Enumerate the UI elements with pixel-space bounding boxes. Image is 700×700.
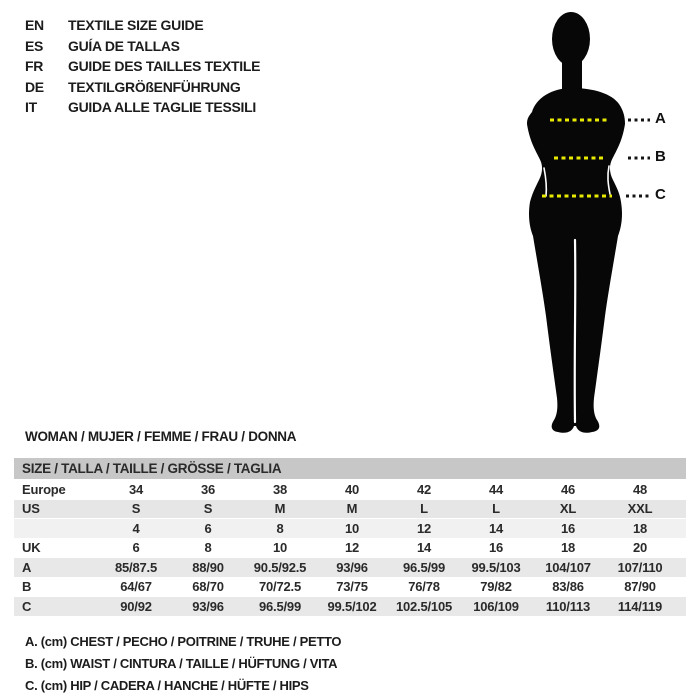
size-value-cell: 93/96 [336,559,368,575]
size-value-cell: M [346,501,358,517]
language-title: GUÍA DE TALLAS [68,37,180,54]
size-value-cell: L [420,501,428,517]
size-value-cell: 88/90 [192,559,224,575]
size-value-cell: 90.5/92.5 [253,559,307,575]
language-row-es [25,36,260,57]
language-code: ES [25,37,44,54]
size-value-cell: S [203,501,213,517]
size-value-cell: 114/119 [617,598,663,614]
size-value-cell: 34 [128,481,144,497]
size-value-cell: 20 [632,540,648,556]
size-value-cell: 110/113 [545,598,591,614]
size-value-cell: 42 [416,481,432,497]
language-row-it [25,97,260,118]
language-code: FR [25,58,44,75]
size-table-row [14,538,686,558]
size-value-cell: 4 [132,520,140,536]
size-value-cell: 93/96 [192,598,224,614]
size-value-cell: 8 [204,540,212,556]
size-value-cell: 16 [560,520,576,536]
size-value-cell: 70/72.5 [259,579,301,595]
row-label: US [22,501,40,517]
footnote-chest: A. (cm) CHEST / PECHO / POITRINE / TRUHE / PETTO [25,634,342,649]
language-code: EN [25,17,44,34]
size-value-cell: 14 [416,540,432,556]
marker-label-a: A [655,110,666,127]
size-value-cell: 83/86 [552,579,584,595]
size-value-cell: 87/90 [624,579,656,595]
size-value-cell: 8 [276,520,284,536]
size-value-cell: 16 [488,540,504,556]
size-value-cell: 44 [488,481,504,497]
size-table-row [14,518,686,538]
size-value-cell: 46 [560,481,576,497]
size-value-cell: XXL [627,501,653,517]
size-value-cell: 40 [344,481,360,497]
row-label: UK [22,540,41,556]
size-table-row [14,596,686,616]
marker-label-c: C [655,186,666,203]
language-title: GUIDE DES TAILLES TEXTILE [68,58,261,75]
size-value-cell: 73/75 [336,579,368,595]
size-value-cell: S [131,501,141,517]
size-table-row [14,557,686,577]
size-value-cell: 38 [272,481,288,497]
size-value-cell: 10 [272,540,288,556]
size-value-cell: 102.5/105 [395,598,453,614]
measurement-footnotes [25,634,341,700]
size-value-cell: 76/78 [408,579,440,595]
size-value-cell: 36 [200,481,216,497]
size-value-cell: 96.5/99 [403,559,445,575]
size-value-cell: 79/82 [480,579,512,595]
language-row-fr [25,56,260,77]
language-title: TEXTILE SIZE GUIDE [68,17,204,34]
gender-section-title: WOMAN / MUJER / FEMME / FRAU / DONNA [25,429,297,444]
size-value-cell: 6 [204,520,212,536]
size-value-cell: 12 [416,520,432,536]
size-value-cell: 99.5/102 [327,598,377,614]
size-value-cell: M [274,501,286,517]
size-value-cell: 106/109 [473,598,519,614]
size-value-cell: 18 [632,520,648,536]
woman-silhouette-figure [500,10,660,434]
row-label: Europe [22,481,66,497]
leg-gap-line [575,240,576,422]
size-value-cell: 99.5/103 [471,559,521,575]
size-value-cell: 85/87.5 [115,559,157,575]
row-label: A [22,559,32,575]
language-title: GUIDA ALLE TAGLIE TESSILI [68,99,256,116]
size-table [14,458,686,616]
size-value-cell: 96.5/99 [259,598,301,614]
size-value-cell: XL [559,501,577,517]
size-value-cell: 10 [344,520,360,536]
size-value-cell: 107/110 [617,559,663,575]
language-code: IT [25,99,37,116]
language-row-en [25,15,260,36]
size-table-row [14,499,686,519]
language-row-de [25,77,260,98]
language-title: TEXTILGRÖßENFÜHRUNG [68,78,241,95]
size-table-rows [14,479,686,616]
size-table-row [14,577,686,597]
row-label: C [22,598,32,614]
size-table-header: SIZE / TALLA / TAILLE / GRÖSSE / TAGLIA [14,458,686,479]
language-code: DE [25,78,44,95]
size-value-cell: 64/67 [120,579,152,595]
language-title-list [25,15,260,118]
size-value-cell: 18 [560,540,576,556]
size-value-cell: 90/92 [120,598,152,614]
size-table-row [14,479,686,499]
size-value-cell: 12 [344,540,360,556]
size-value-cell: 48 [632,481,648,497]
footnote-hip: C. (cm) HIP / CADERA / HANCHE / HÜFTE / HIPS [25,678,309,693]
row-label: B [22,579,32,595]
footnote-waist: B. (cm) WAIST / CINTURA / TAILLE / HÜFTUNG / VITA [25,656,338,671]
size-value-cell: 68/70 [192,579,224,595]
size-value-cell: 6 [132,540,140,556]
size-value-cell: 14 [488,520,504,536]
size-value-cell: L [492,501,500,517]
woman-silhouette-svg [500,10,660,434]
marker-label-b: B [655,148,666,165]
size-value-cell: 104/107 [545,559,591,575]
